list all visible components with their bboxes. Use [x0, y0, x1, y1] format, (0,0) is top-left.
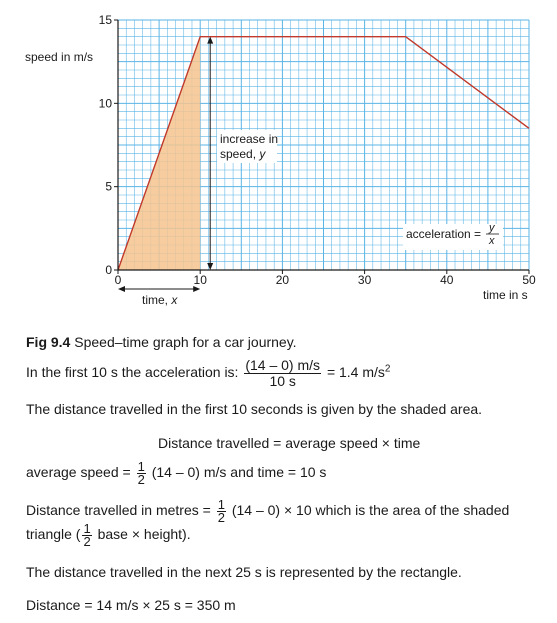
y-tick-label: 15 — [98, 13, 112, 27]
line5-prefix: Distance travelled in metres = — [26, 502, 215, 519]
distance-result-line: Distance = 14 m/s × 25 s = 350 m — [26, 597, 236, 613]
half-numerator-2: 1 — [217, 497, 225, 512]
x-tick-label: 50 — [522, 273, 536, 287]
line1-suffix: = 1.4 m/s — [326, 364, 385, 381]
half-fraction-3 — [82, 523, 91, 548]
acceleration-numerator: y — [489, 222, 495, 234]
y-tick-label: 0 — [105, 263, 112, 277]
caption-label: Fig 9.4 — [26, 334, 71, 350]
increase-label-line1: increase in — [220, 132, 279, 146]
half-denominator-2: 2 — [217, 510, 225, 525]
acceleration-label: acceleration = — [406, 227, 482, 241]
line1-superscript: 2 — [384, 363, 391, 375]
increase-label-line2: speed, y — [220, 147, 266, 161]
x-axis-label: time in s — [483, 288, 528, 302]
y-axis-label: speed in m/s — [25, 50, 94, 64]
rectangle-line: The distance travelled in the next 25 s is represented by the rectangle. — [26, 564, 462, 580]
time-label: time, x — [142, 293, 178, 307]
fraction-numerator: (14 – 0) m/s — [245, 357, 321, 373]
x-tick-label: 0 — [114, 273, 122, 287]
x-tick-label: 20 — [275, 273, 290, 287]
half-fraction — [137, 461, 146, 486]
triangle-line — [26, 523, 191, 548]
line5-suffix: (14 – 0) × 10 which is the area of the shaded — [231, 502, 510, 519]
distance-metres-line — [26, 499, 509, 524]
shaded-area-line: The distance travelled in the first 10 seconds is given by the shaded area. — [26, 401, 483, 417]
line6-prefix: triangle ( — [26, 526, 81, 543]
distance-formula-line: Distance travelled = average speed × time — [158, 435, 421, 451]
y-tick-label: 10 — [98, 96, 112, 111]
time-annotation — [118, 286, 200, 307]
acceleration-annotation — [403, 222, 503, 250]
half-fraction-2 — [217, 499, 226, 524]
acceleration-fraction — [244, 358, 321, 389]
acceleration-denominator: x — [489, 235, 495, 247]
half-denominator-3: 2 — [83, 534, 91, 549]
line1-prefix: In the first 10 s the acceleration is: — [26, 364, 243, 381]
line6-suffix: base × height). — [93, 526, 191, 543]
x-tick-label: 10 — [193, 273, 207, 287]
average-speed-line — [26, 461, 326, 486]
half-denominator: 2 — [137, 472, 145, 487]
acceleration-line — [26, 358, 390, 389]
caption-text: Speed–time graph for a car journey. — [70, 334, 297, 350]
x-tick-label: 40 — [440, 273, 454, 287]
half-numerator: 1 — [137, 459, 145, 474]
x-tick-label: 30 — [357, 273, 372, 287]
figure-caption — [26, 333, 297, 351]
line4-prefix: average speed = — [26, 464, 135, 481]
line4-suffix: (14 – 0) m/s and time = 10 s — [151, 464, 327, 481]
half-numerator-3: 1 — [83, 521, 91, 536]
fraction-denominator: 10 s — [269, 373, 296, 389]
y-tick-label: 5 — [105, 179, 112, 194]
